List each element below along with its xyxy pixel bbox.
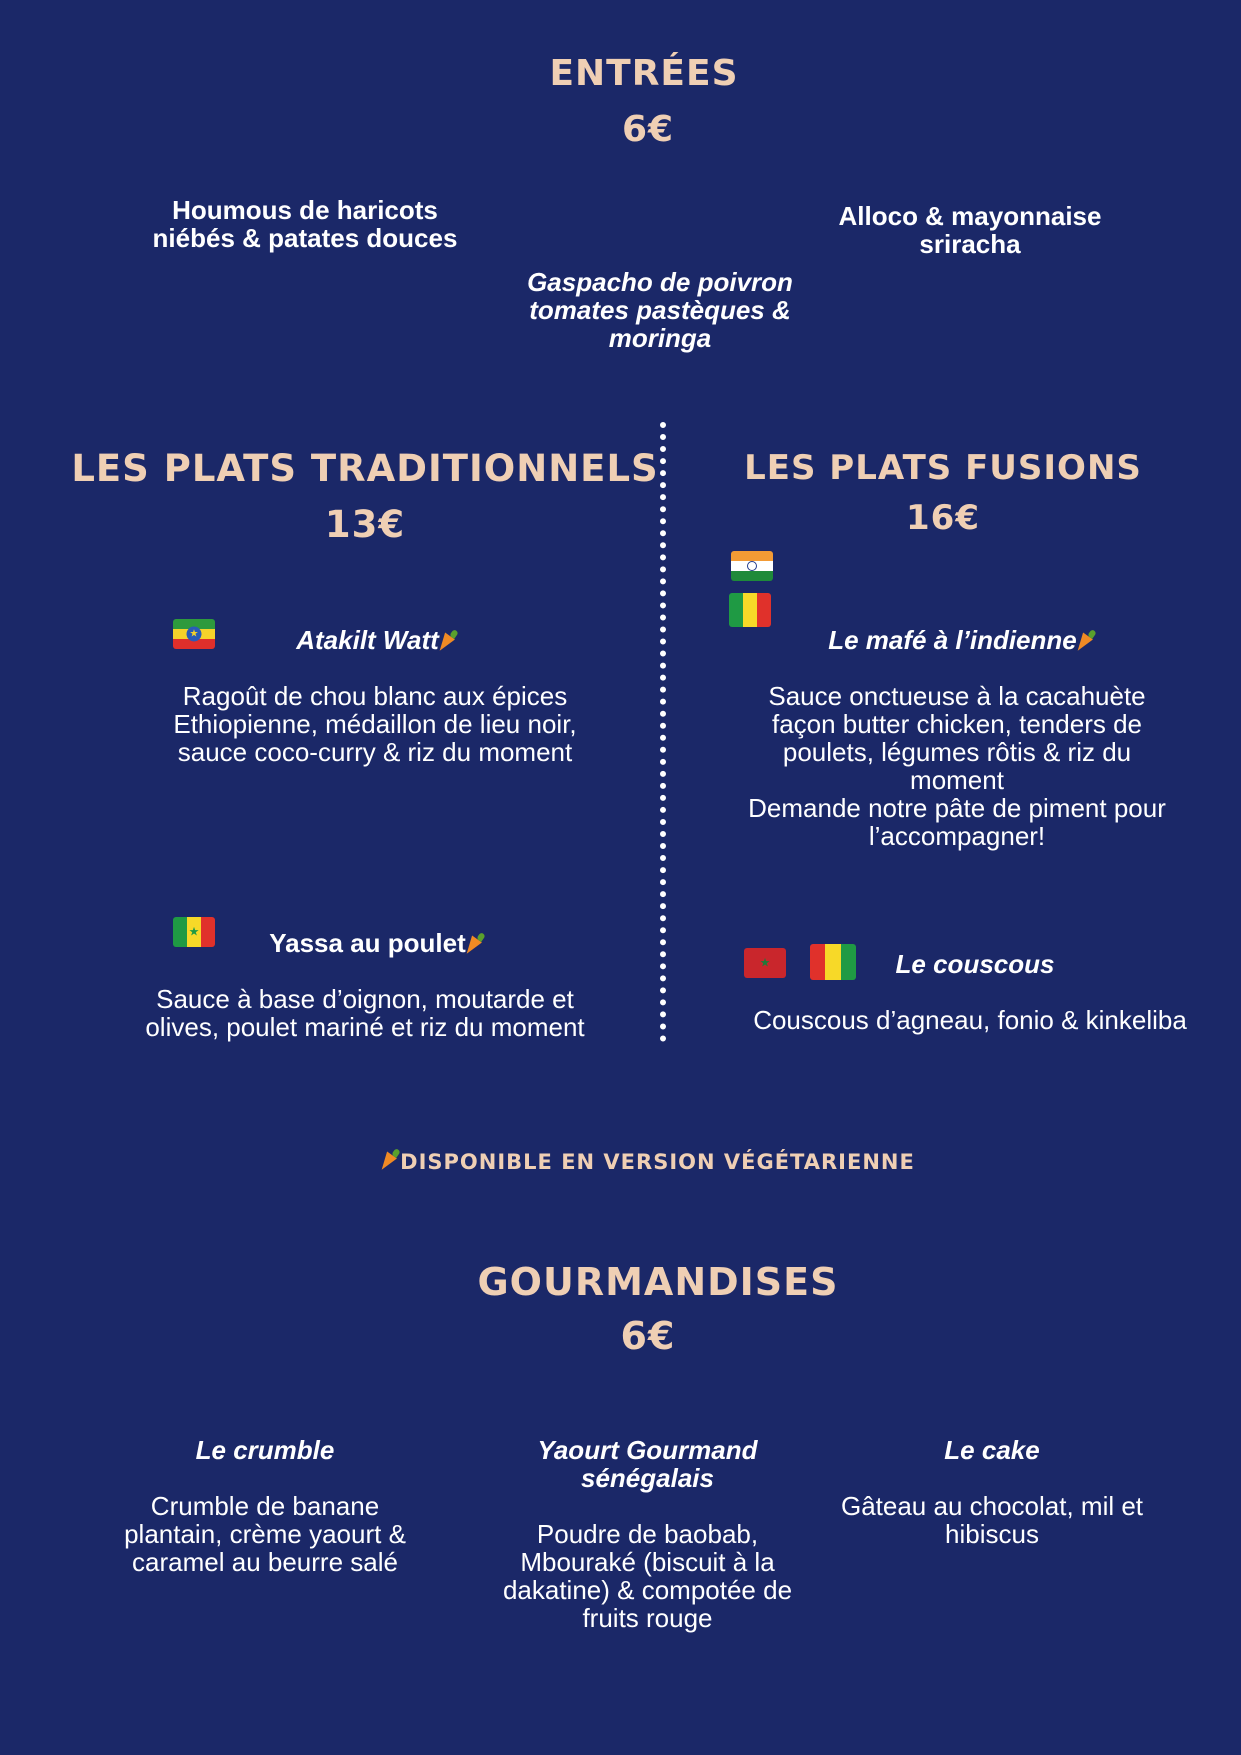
mali-flag-icon (729, 593, 771, 627)
desc-mafe-indienne (745, 682, 1169, 850)
entree-alloco: Alloco & mayonnaise sriracha (838, 201, 1102, 259)
carrot-icon (469, 933, 481, 955)
entrees-title: ENTRÉES (549, 53, 739, 94)
desc-crumble: Crumble de banane plantain, crème yaourt & caramel au beurre salé (124, 1491, 406, 1577)
dessert-crumble: Le crumble (195, 1435, 335, 1465)
fusions-title: LES PLATS FUSIONS (744, 448, 1142, 488)
guinea-flag-icon (810, 944, 856, 980)
dessert-yaourt: Yaourt Gourmand sénégalais (537, 1435, 758, 1493)
dish-atakilt-watt-name: Atakilt Watt (296, 625, 439, 655)
dish-couscous: Le couscous (895, 949, 1055, 979)
dessert-cake: Le cake (944, 1435, 1040, 1465)
entrees-price: 6€ (621, 109, 675, 150)
vegetarian-note (0, 1148, 1241, 1176)
morocco-flag-icon: ★ (744, 948, 786, 978)
ethiopia-flag-icon: ★ (173, 619, 215, 649)
desc-atakilt-watt: Ragoût de chou blanc aux épices Ethiopienne, médaillon de lieu noir, sauce coco-curry & riz du moment (173, 681, 577, 767)
dish-mafe-indienne (790, 626, 1130, 654)
india-flag-icon (731, 551, 773, 581)
fusions-price: 16€ (906, 498, 980, 538)
traditionnels-title: LES PLATS TRADITIONNELS (71, 447, 659, 490)
desc-mafe-indienne-line1: Sauce onctueuse à la cacahuète façon butter chicken, tenders de poulets, légumes rôtis & riz du moment (768, 681, 1146, 795)
traditionnels-price: 13€ (324, 503, 406, 546)
gourmandises-title: GOURMANDISES (477, 1260, 839, 1304)
entree-houmous: Houmous de haricots niébés & patates douces (152, 195, 458, 253)
desc-yassa: Sauce à base d’oignon, moutarde et olives, poulet mariné et riz du moment (145, 984, 585, 1042)
dish-yassa-name: Yassa au poulet (269, 928, 466, 958)
gourmandises-price: 6€ (620, 1314, 676, 1358)
vegetarian-note-text: DISPONIBLE EN VERSION VÉGÉTARIENNE (400, 1150, 915, 1174)
desc-yaourt: Poudre de baobab, Mbouraké (biscuit à la dakatine) & compotée de fruits rouge (502, 1519, 793, 1633)
dish-yassa (230, 929, 520, 957)
carrot-icon (384, 1149, 396, 1171)
desc-cake: Gâteau au chocolat, mil et hibiscus (840, 1491, 1144, 1549)
dish-atakilt-watt (240, 626, 510, 654)
desc-couscous: Couscous d’agneau, fonio & kinkeliba (753, 1005, 1187, 1035)
carrot-icon (442, 630, 454, 652)
carrot-icon (1080, 630, 1092, 652)
entree-gaspacho: Gaspacho de poivron tomates pastèques & moringa (527, 267, 793, 353)
desc-mafe-indienne-line2: Demande notre pâte de piment pour l’accompagner! (748, 793, 1166, 851)
dish-mafe-indienne-name: Le mafé à l’indienne (828, 625, 1077, 655)
senegal-flag-icon: ★ (173, 917, 215, 947)
